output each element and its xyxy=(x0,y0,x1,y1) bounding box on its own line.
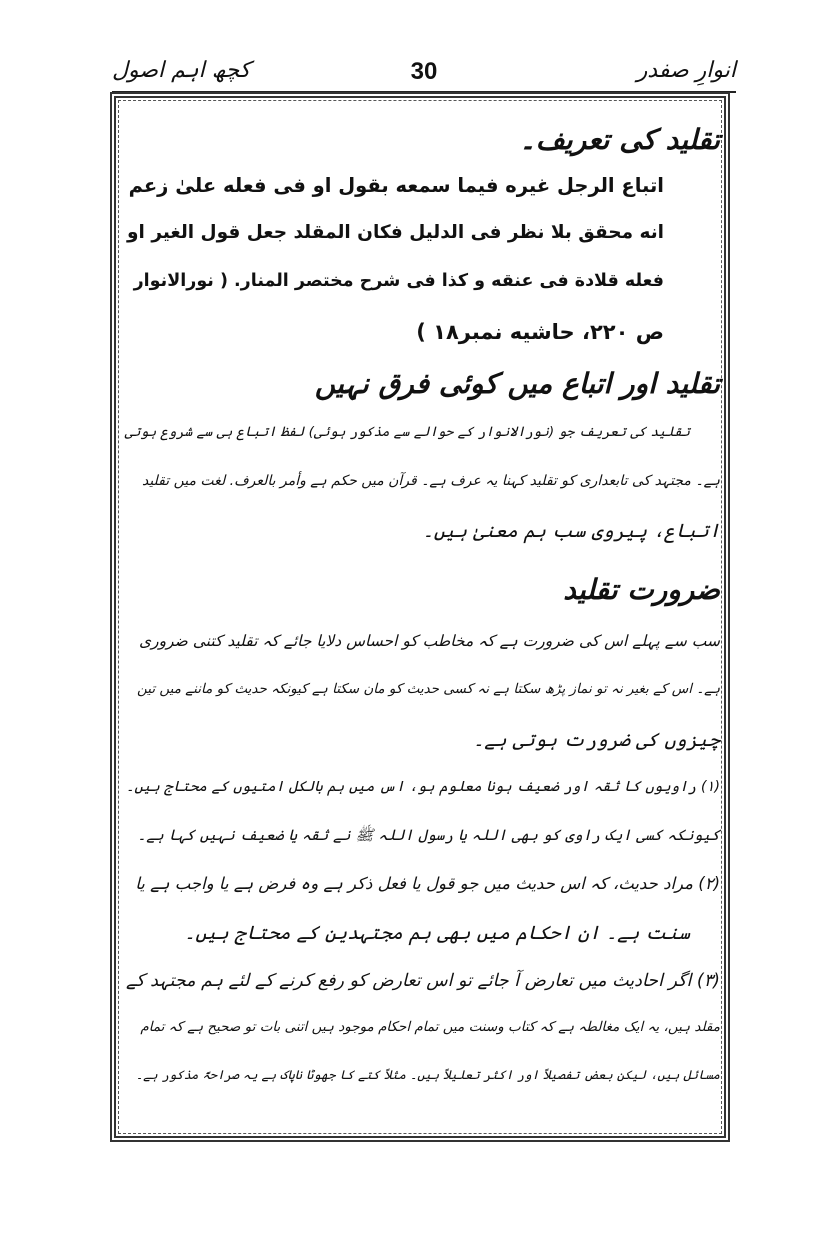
section-heading-no-difference: تقلید اور اتباع میں کوئی فرق نہیں xyxy=(314,367,720,400)
paragraph-line: سنت ہے۔ ان احکام میں بھی ہم مجتہدین کے محتاج ہیں۔ xyxy=(184,922,690,944)
paragraph-line: مسائل ہیں، لیکن بعض تفصیلاً اور اکثر تعلیلاً ہیں۔ مثلاً کتے کا جھوٹا ناپاک ہے یہ صراحۃً مذکور ہے۔ xyxy=(135,1067,720,1082)
paragraph-line: اتباع، پیروی سب ہم معنیٰ ہیں۔ xyxy=(422,520,720,542)
reference-line: ص ۲۲۰، حاشيه نمبر۱۸ ) xyxy=(416,320,664,344)
page-body xyxy=(120,118,720,1128)
paragraph-line: سب سے پہلے اس کی ضرورت ہے کہ مخاطب کو احساس دلایا جائے کہ تقلید کتنی ضروری xyxy=(139,632,720,650)
arabic-quote-line: اتباع الرجل غيره فيما سمعه بقول او فى فعله علىٰ زعم xyxy=(128,174,664,197)
paragraph-line: چیزوں کی ضرورت ہوتی ہے۔ xyxy=(473,729,720,751)
paragraph-line: تقلید کی تعریف جو (نورالانوار کے حوالے سے مذکور ہوئی) لفظ اتباع ہی سے شروع ہوتی xyxy=(124,424,690,440)
page-number: 30 xyxy=(410,58,438,85)
book-title: انوارِ صفدر xyxy=(636,58,736,83)
page-header xyxy=(112,58,736,94)
paragraph-line: مقلد ہیں، یہ ایک مغالطہ ہے کہ کتاب وسنت میں تمام احکام موجود ہیں اتنی بات تو صحیح ہے کہ تمام xyxy=(140,1019,720,1035)
paragraph-line: ہے۔ مجتہد کی تابعداری کو تقلید کہنا یہ عرف ہے۔ قرآن میں حکم ہے وأمر بالعرف. لغت میں تقلید xyxy=(141,473,720,489)
arabic-quote-line: انه محقق بلا نظر فى الدليل فكان المقلد جعل قول الغير او xyxy=(127,222,664,243)
section-heading-need-for-taqleed: ضرورت تقلید xyxy=(563,573,720,606)
list-item-1: (۱) راویوں کا ثقہ اور ضعیف ہونا معلوم ہو، اس میں ہم بالکل امتیوں کے محتاج ہیں۔ xyxy=(125,779,720,795)
list-item-3: (۳) اگر احادیث میں تعارض آ جائے تو اس تعارض کو رفع کرنے کے لئے ہم مجتہد کے xyxy=(125,971,720,991)
list-item-2: (۲) مراد حدیث، کہ اس حدیث میں جو قول یا فعل ذکر ہے وہ فرض ہے یا واجب ہے یا xyxy=(135,874,720,893)
paragraph-line: کیونکہ کسی ایک راوی کو بھی اللہ یا رسول اللہ ﷺ نے ثقہ یا ضعیف نہیں کہا ہے۔ xyxy=(137,826,720,844)
chapter-title: کچھ اہم اصول xyxy=(112,58,251,83)
section-heading-taqleed-definition: تقلید کی تعریف۔ xyxy=(519,123,720,156)
arabic-quote-line: فعله قلادة فى عنقه و كذا فى شرح مختصر المنار. ( نورالانوار xyxy=(133,271,664,291)
paragraph-line: ہے۔ اس کے بغیر نہ تو نماز پڑھ سکتا ہے نہ کسی حدیث کو مان سکتا ہے کیونکہ حدیث کو ماننے میں تین xyxy=(137,681,720,697)
